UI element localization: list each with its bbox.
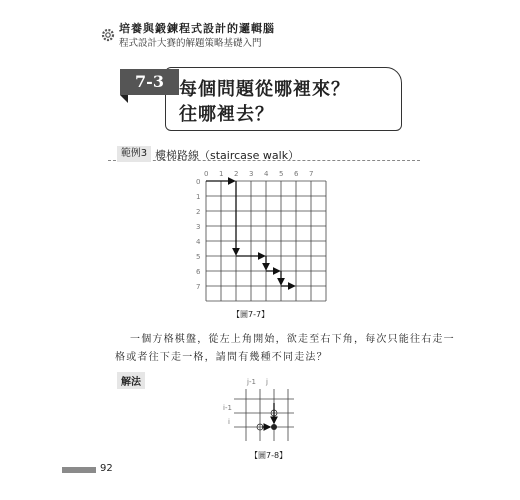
grid-col-label: 2 <box>234 170 239 178</box>
grid-col-label: 7 <box>309 170 314 178</box>
footer-bar <box>62 467 96 473</box>
row-label-i: i <box>228 418 230 426</box>
neighbor-cell-figure <box>218 373 298 445</box>
grid-col-label: 1 <box>219 170 224 178</box>
grid-col-label: 6 <box>294 170 299 178</box>
grid-row-label: 2 <box>196 208 201 216</box>
grid-col-label: 0 <box>204 170 209 178</box>
page-number: 92 <box>100 463 113 474</box>
figure-7-8-caption: 【圖7-8】 <box>250 451 288 460</box>
example-badge: 範例3 <box>117 146 151 162</box>
col-label-j: j <box>266 378 268 386</box>
staircase-grid-figure <box>190 165 330 305</box>
grid-row-label: 4 <box>196 238 201 246</box>
figure-7-7-caption: 【圖7-7】 <box>232 310 270 319</box>
row-label-i-minus-1: i-1 <box>223 404 232 412</box>
problem-text-line1: 一個方格棋盤，從左上角開始，欲走至右下角，每次只能往右走一 <box>130 334 455 345</box>
example-title: 樓梯路線（staircase walk） <box>155 149 300 162</box>
section-title-line2: 往哪裡去？ <box>179 104 274 125</box>
solution-label: 解法 <box>117 372 145 389</box>
grid-row-label: 1 <box>196 193 201 201</box>
grid-row-label: 0 <box>196 178 201 186</box>
cell-marker-target <box>271 424 277 430</box>
book-title: 培養與鍛鍊程式設計的邏輯腦 <box>119 22 275 35</box>
grid-row-label: 6 <box>196 268 201 276</box>
grid-col-label: 3 <box>249 170 254 178</box>
grid-row-label: 5 <box>196 253 201 261</box>
grid-col-label: 4 <box>264 170 269 178</box>
problem-text-line2: 格或者往下走一格，請問有幾種不同走法？ <box>115 352 328 363</box>
section-title-line1: 每個問題從哪裡來？ <box>179 79 350 100</box>
section-number-badge: 7-3 <box>120 69 179 95</box>
grid-col-label: 5 <box>279 170 284 178</box>
section-badge-fold <box>120 95 128 103</box>
gear-icon <box>100 27 116 43</box>
grid-row-label: 7 <box>196 283 201 291</box>
grid-row-label: 3 <box>196 223 201 231</box>
book-subtitle: 程式設計大賽的解題策略基礎入門 <box>119 38 262 49</box>
col-label-j-minus-1: j-1 <box>247 378 256 386</box>
